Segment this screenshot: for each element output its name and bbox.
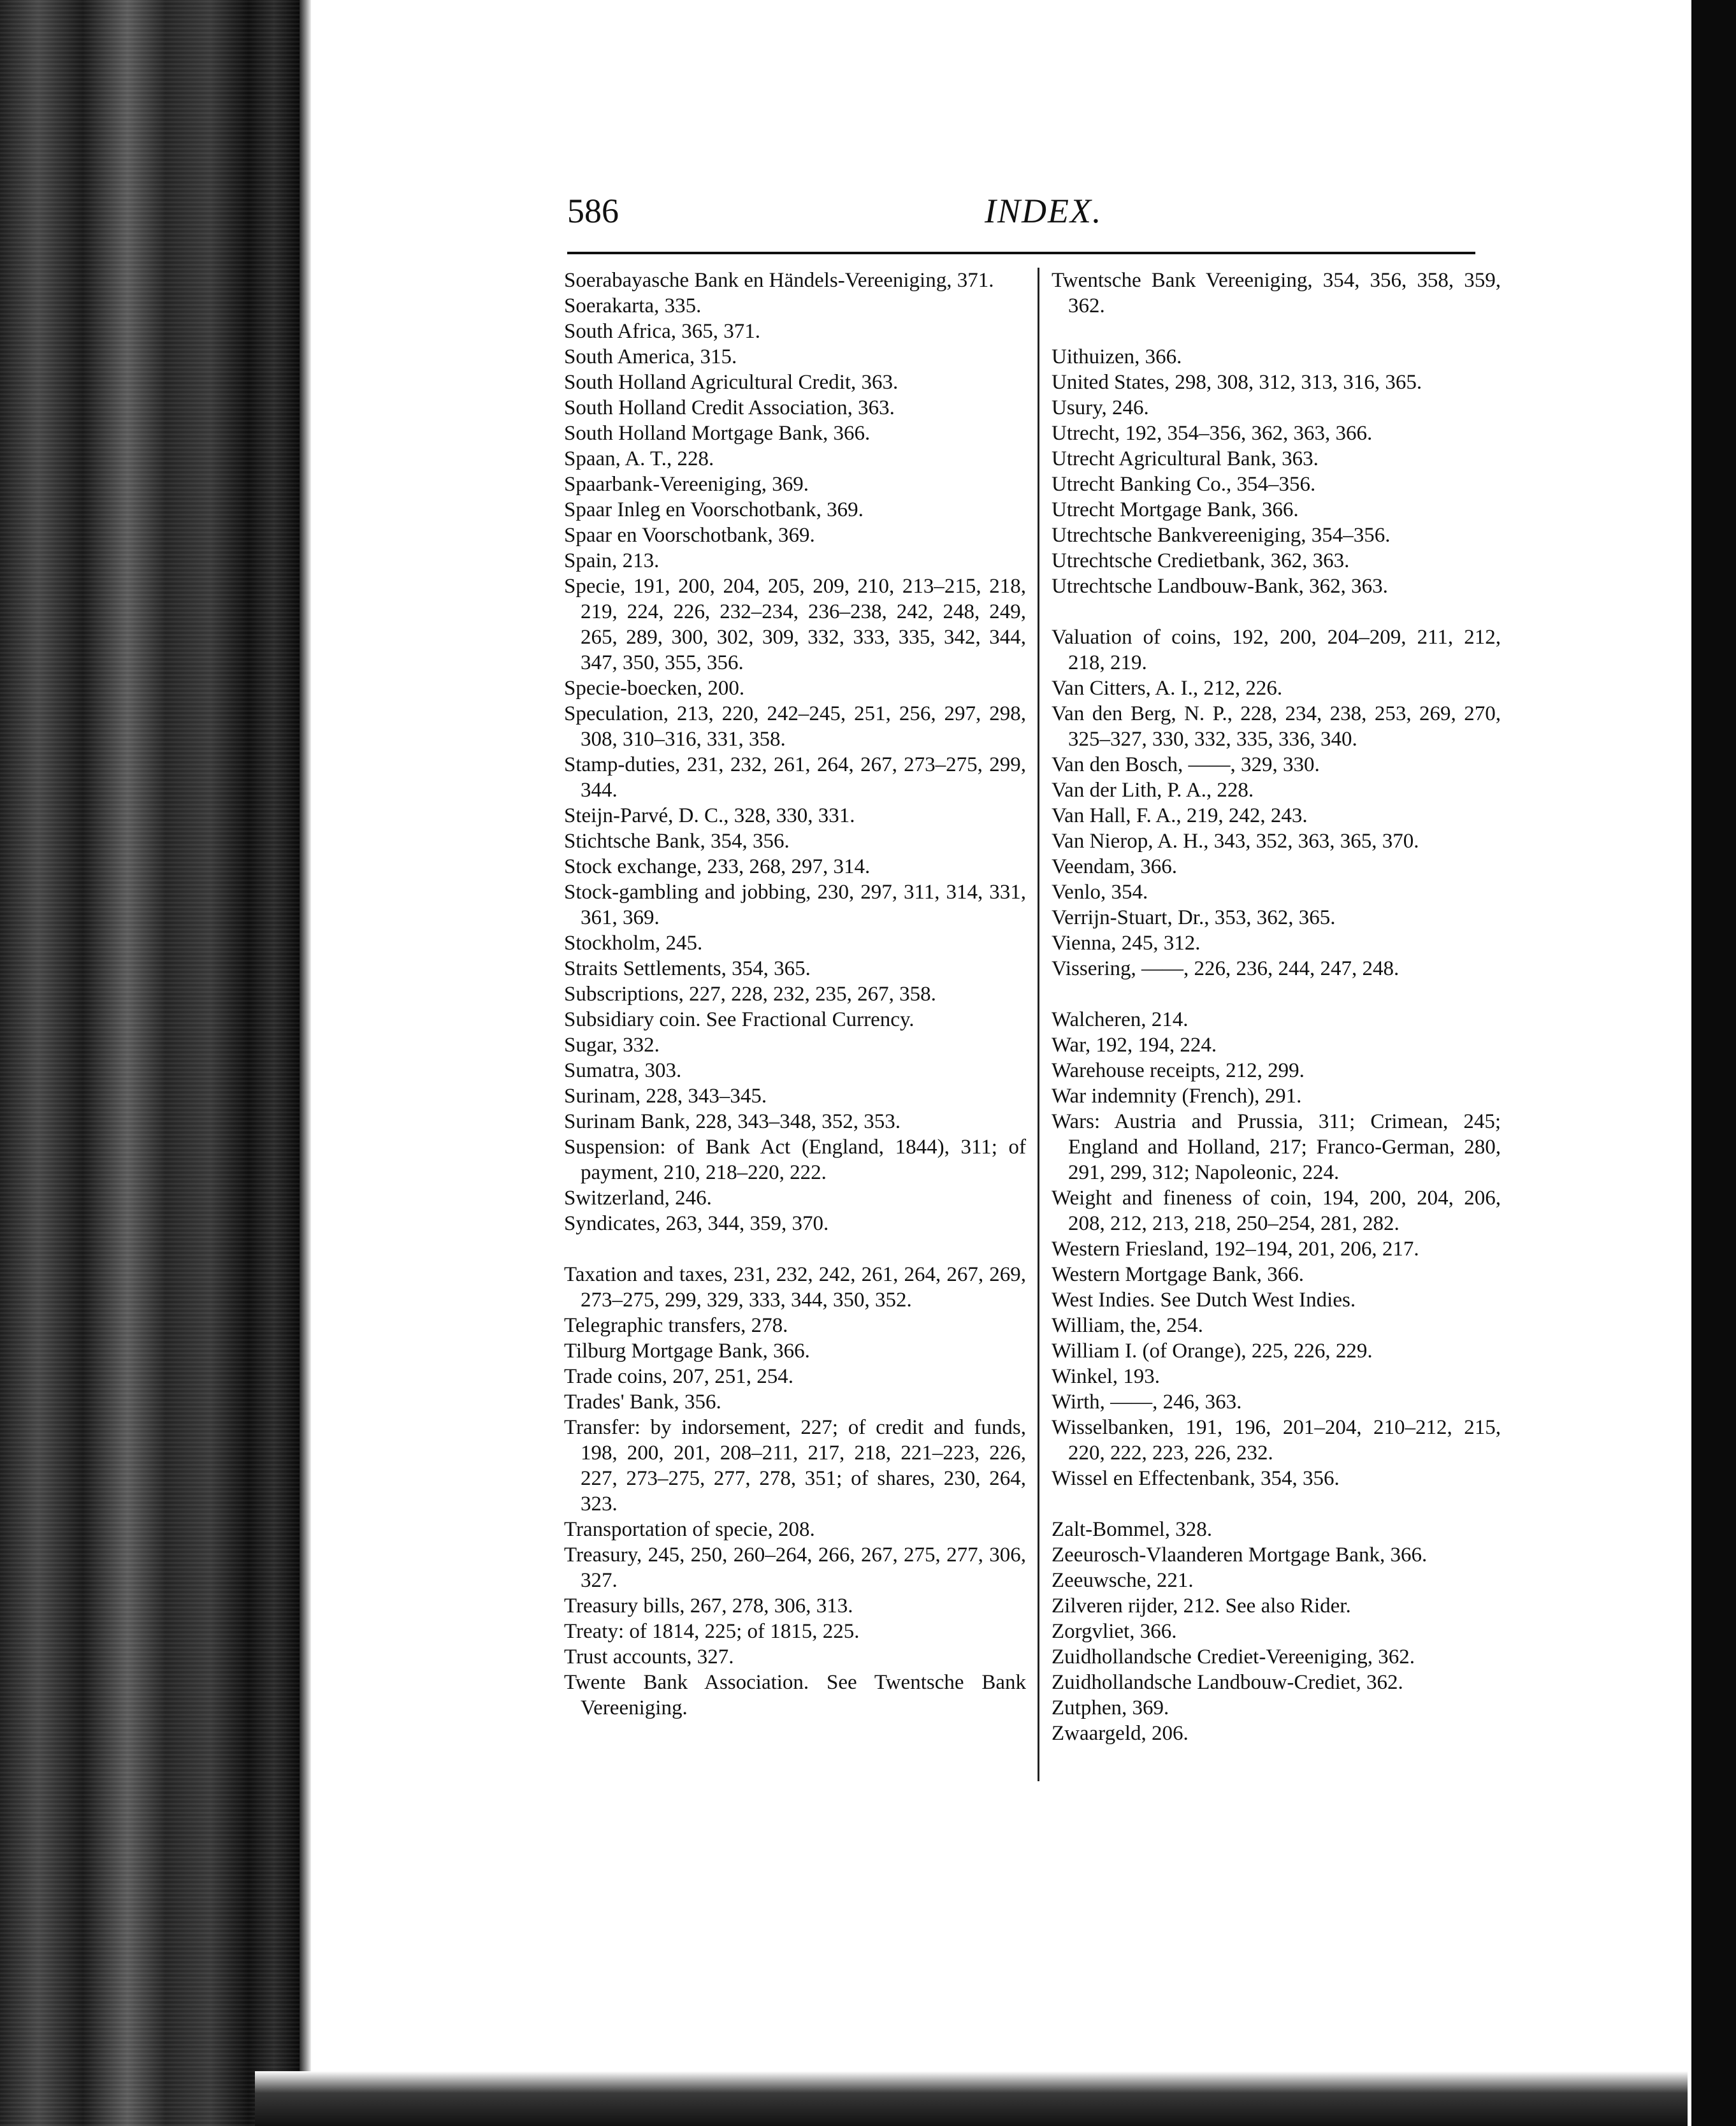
index-entry: Utrechtsche Landbouw-Bank, 362, 363.: [1052, 575, 1388, 598]
index-entry: Subsidiary coin. See Fractional Currency.: [564, 1008, 915, 1031]
index-entry: Trades' Bank, 356.: [564, 1391, 721, 1414]
index-entry: Wissel en Effectenbank, 354, 356.: [1052, 1467, 1340, 1490]
index-entry: Suspension: of Bank Act (England, 1844), 311; of payment, 210, 218–220, 222.: [564, 1136, 1026, 1184]
index-entry: Vissering, ——, 226, 236, 244, 247, 248.: [1052, 957, 1400, 980]
scan-bottom-shadow: [255, 2071, 1689, 2126]
header-rule: [567, 252, 1475, 254]
index-entry: Vienna, 245, 312.: [1052, 932, 1201, 955]
index-entry: Stockholm, 245.: [564, 932, 703, 955]
index-entry: Wirth, ——, 246, 363.: [1052, 1391, 1242, 1414]
section-gap: [1052, 599, 1501, 625]
index-entry: Stamp-duties, 231, 232, 261, 264, 267, 273–275, 299, 344.: [564, 753, 1026, 802]
index-entry: Van Hall, F. A., 219, 242, 243.: [1052, 804, 1308, 827]
index-entry: Speculation, 213, 220, 242–245, 251, 256, 297, 298, 308, 310–316, 331, 358.: [564, 702, 1026, 751]
index-entry: Uithuizen, 366.: [1052, 345, 1182, 368]
index-entry: Walcheren, 214.: [1052, 1008, 1189, 1031]
index-column-right: [1052, 268, 1501, 1746]
index-entry: Zwaargeld, 206.: [1052, 1722, 1189, 1745]
index-entry: South Holland Credit Association, 363.: [564, 396, 895, 419]
index-entry: Transfer: by indorsement, 227; of credit and funds, 198, 200, 201, 208–211, 217, 218, 221–223, 226, 227, 273–275, 277, 278, 351; of shares, 230, 264, 323.: [564, 1416, 1026, 1515]
index-entry: Soerakarta, 335.: [564, 294, 702, 317]
index-entry: William, the, 254.: [1052, 1314, 1203, 1337]
index-entry: Utrecht Mortgage Bank, 366.: [1052, 498, 1299, 521]
index-entry: Utrechtsche Credietbank, 362, 363.: [1052, 549, 1350, 572]
index-entry: Utrecht, 192, 354–356, 362, 363, 366.: [1052, 422, 1373, 445]
index-entry: South Holland Mortgage Bank, 366.: [564, 422, 871, 445]
book-spine-shadow: [0, 0, 300, 2126]
index-entry: Spaarbank-Vereeniging, 369.: [564, 473, 809, 496]
index-entry: Van Citters, A. I., 212, 226.: [1052, 677, 1283, 700]
index-entry: Telegraphic transfers, 278.: [564, 1314, 788, 1337]
index-entry: United States, 298, 308, 312, 313, 316, 365.: [1052, 371, 1422, 394]
index-entry: Winkel, 193.: [1052, 1365, 1161, 1388]
index-entry: Twente Bank Association. See Twentsche Bank Vereeniging.: [564, 1671, 1026, 1719]
index-entry: South Africa, 365, 371.: [564, 320, 760, 343]
index-entry: Zeeuwsche, 221.: [1052, 1569, 1194, 1592]
index-entry: Western Friesland, 192–194, 201, 206, 217.: [1052, 1238, 1419, 1261]
index-entry: Warehouse receipts, 212, 299.: [1052, 1059, 1305, 1082]
index-entry: Spaar en Voorschotbank, 369.: [564, 524, 815, 547]
index-entry: Stock exchange, 233, 268, 297, 314.: [564, 855, 871, 878]
index-entry: Utrecht Banking Co., 354–356.: [1052, 473, 1316, 496]
index-entry: Subscriptions, 227, 228, 232, 235, 267, 358.: [564, 983, 936, 1006]
scan-right-border: [1688, 0, 1736, 2126]
index-entry: Zuidhollandsche Landbouw-Crediet, 362.: [1052, 1671, 1403, 1694]
index-entry: Zutphen, 369.: [1052, 1696, 1169, 1719]
index-entry: Veendam, 366.: [1052, 855, 1178, 878]
index-column-left: [564, 268, 1026, 1721]
index-entry: Specie-boecken, 200.: [564, 677, 745, 700]
index-entry: War, 192, 194, 224.: [1052, 1034, 1217, 1057]
index-entry: War indemnity (French), 291.: [1052, 1085, 1302, 1108]
page-gutter-edge: [300, 0, 311, 2126]
index-entry: Zeeurosch-Vlaanderen Mortgage Bank, 366.: [1052, 1544, 1428, 1566]
index-entry: Spain, 213.: [564, 549, 660, 572]
index-entry: Verrijn-Stuart, Dr., 353, 362, 365.: [1052, 906, 1336, 929]
index-entry: Treaty: of 1814, 225; of 1815, 225.: [564, 1620, 860, 1643]
index-entry: Surinam Bank, 228, 343–348, 352, 353.: [564, 1110, 901, 1133]
index-entry: Zalt-Bommel, 328.: [1052, 1518, 1213, 1541]
index-entry: Van den Berg, N. P., 228, 234, 238, 253, 269, 270, 325–327, 330, 332, 335, 336, 340.: [1052, 702, 1501, 751]
index-entry: Stichtsche Bank, 354, 356.: [564, 830, 790, 853]
section-gap: [1052, 981, 1501, 1007]
index-entry: Zorgvliet, 366.: [1052, 1620, 1177, 1643]
index-entry: Valuation of coins, 192, 200, 204–209, 211, 212, 218, 219.: [1052, 626, 1501, 674]
index-entry: Specie, 191, 200, 204, 205, 209, 210, 213–215, 218, 219, 224, 226, 232–234, 236–238, 242, 248, 249, 265, 289, 300, 302, 309, 332, 333, 335, 342, 344, 347, 350, 355, 356.: [564, 575, 1026, 674]
index-entry: Steijn-Parvé, D. C., 328, 330, 331.: [564, 804, 855, 827]
index-entry: Surinam, 228, 343–345.: [564, 1085, 767, 1108]
index-entry: Sumatra, 303.: [564, 1059, 682, 1082]
column-divider: [1038, 268, 1039, 1781]
index-entry: Tilburg Mortgage Bank, 366.: [564, 1340, 810, 1363]
index-entry: Western Mortgage Bank, 366.: [1052, 1263, 1304, 1286]
index-entry: Wisselbanken, 191, 196, 201–204, 210–212, 215, 220, 222, 223, 226, 232.: [1052, 1416, 1501, 1464]
index-entry: Zuidhollandsche Crediet-Vereeniging, 362.: [1052, 1645, 1415, 1668]
index-entry: Van den Bosch, ——, 329, 330.: [1052, 753, 1320, 776]
index-entry: Taxation and taxes, 231, 232, 242, 261, 264, 267, 269, 273–275, 299, 329, 333, 344, 350, 352.: [564, 1263, 1026, 1312]
index-entry: Wars: Austria and Prussia, 311; Crimean, 245; England and Holland, 217; Franco-German, 280, 291, 299, 312; Napoleonic, 224.: [1052, 1110, 1501, 1184]
index-entry: Syndicates, 263, 344, 359, 370.: [564, 1212, 829, 1235]
page-number: 586: [567, 192, 619, 230]
index-entry: Utrechtsche Bankvereeniging, 354–356.: [1052, 524, 1391, 547]
section-gap: [564, 1236, 1026, 1262]
index-entry: Transportation of specie, 208.: [564, 1518, 815, 1541]
index-entry: Twentsche Bank Vereeniging, 354, 356, 358, 359, 362.: [1052, 269, 1501, 317]
index-entry: Soerabayasche Bank en Händels-Vereeniging, 371.: [564, 269, 994, 292]
index-entry: Sugar, 332.: [564, 1034, 660, 1057]
index-entry: Treasury, 245, 250, 260–264, 266, 267, 275, 277, 306, 327.: [564, 1544, 1026, 1592]
running-head: INDEX.: [985, 192, 1103, 230]
index-entry: Stock-gambling and jobbing, 230, 297, 311, 314, 331, 361, 369.: [564, 881, 1026, 929]
index-entry: Van der Lith, P. A., 228.: [1052, 779, 1254, 802]
index-entry: Trade coins, 207, 251, 254.: [564, 1365, 793, 1388]
index-entry: Trust accounts, 327.: [564, 1645, 734, 1668]
index-entry: Straits Settlements, 354, 365.: [564, 957, 811, 980]
index-entry: Van Nierop, A. H., 343, 352, 363, 365, 370.: [1052, 830, 1419, 853]
index-entry: Spaar Inleg en Voorschotbank, 369.: [564, 498, 864, 521]
index-entry: Switzerland, 246.: [564, 1187, 712, 1210]
index-entry: Zilveren rijder, 212. See also Rider.: [1052, 1594, 1351, 1617]
index-entry: Spaan, A. T., 228.: [564, 447, 714, 470]
index-entry: William I. (of Orange), 225, 226, 229.: [1052, 1340, 1373, 1363]
section-gap: [1052, 1491, 1501, 1517]
section-gap: [1052, 319, 1501, 344]
index-entry: Weight and fineness of coin, 194, 200, 204, 206, 208, 212, 213, 218, 250–254, 281, 282.: [1052, 1187, 1501, 1235]
index-entry: Usury, 246.: [1052, 396, 1149, 419]
index-entry: West Indies. See Dutch West Indies.: [1052, 1289, 1356, 1312]
index-entry: South Holland Agricultural Credit, 363.: [564, 371, 899, 394]
index-entry: Venlo, 354.: [1052, 881, 1148, 904]
index-entry: South America, 315.: [564, 345, 737, 368]
index-entry: Utrecht Agricultural Bank, 363.: [1052, 447, 1319, 470]
index-entry: Treasury bills, 267, 278, 306, 313.: [564, 1594, 853, 1617]
